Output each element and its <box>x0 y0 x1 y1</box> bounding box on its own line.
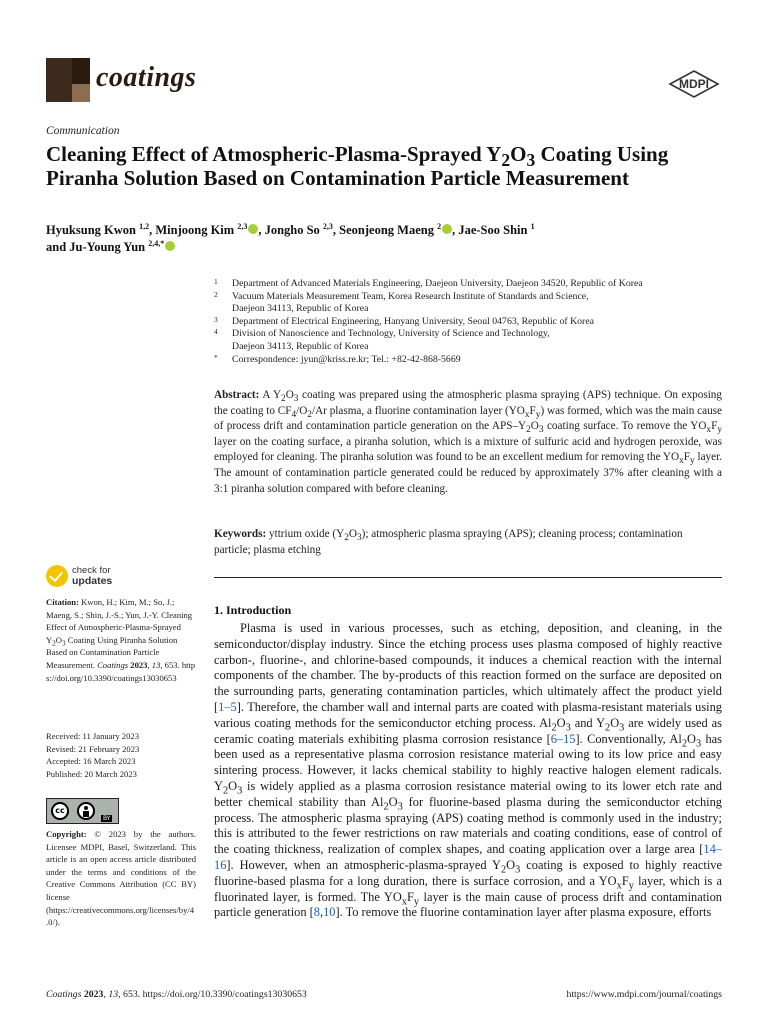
received-date: Received: 11 January 2023 <box>46 731 139 741</box>
journal-url-link[interactable]: https://www.mdpi.com/journal/coatings <box>566 989 722 1000</box>
reference-link[interactable]: 6–15 <box>550 731 576 746</box>
check-updates-line2: updates <box>72 575 113 587</box>
keywords: Keywords: yttrium oxide $(Y_2O_3)$; atmospheric plasma spraying (APS); cleaning process; contamination particle; plasma etching <box>214 528 683 556</box>
journal-name: coatings <box>96 62 197 93</box>
orcid-icon[interactable] <box>442 224 452 234</box>
journal-logo-icon <box>46 58 90 102</box>
author-name[interactable]: Jae-Soo Shin $^1$ <box>458 221 535 237</box>
copyright: Copyright: © 2023 by the authors. Licensee MDPI, Basel, Switzerland. This article is an open access article distributed under the terms and conditions of the Creative Commons Attribution (CC BY) license (https://creativecommons.org/licenses/by/4.0/). <box>46 829 196 928</box>
author-name[interactable]: Jongho So $^{2,3}$ <box>264 221 333 237</box>
author-list: Hyuksung Kwon $^{1,2}$, Minjoong Kim $^{2,3}$ , Jongho So $^{2,3}$, Seonjeong Maeng $^2$ , Jae-Soo Shin $^1$ and Ju-Young Yun $^{2,4,*}$ <box>46 221 535 254</box>
author-name[interactable]: Ju-Young Yun $^{2,4,*}$ <box>69 238 165 254</box>
affiliation-row: 3 Department of Electrical Engineering, Hanyang University, Seoul 04763, Republic of Korea <box>214 314 595 327</box>
article-title: Cleaning Effect of Atmospheric-Plasma-Sprayed $Y_2O_3$ Coating Using Piranha Solution Based on Contamination Particle Measurement <box>46 142 669 190</box>
affiliation-row: 1 Department of Advanced Materials Engineering, Daejeon University, Daejeon 34520, Republic of Korea <box>214 277 643 289</box>
by-label: BY <box>103 815 111 822</box>
by-icon <box>77 802 95 820</box>
introduction-text: Plasma is used in various processes, such as etching, deposition, and cleaning, in the semiconductor/display industry. Since the etching process uses plasma composed of highly reactive carbon-, fluorine-, and chlorine-based compounds, it induces a chemical reaction with the internal components of the chamber. The by-products of this reaction formed on the surface are deposited on the surrounding parts, generating contamination particles, which ultimately affect the product yield [1–5]. Therefore, the chamber wall and internal parts are coated with plasma-resistant materials using various coating methods for the semiconductor etching process. $Al_2O_3$ and $Y_2O_3$ are widely used as ceramic coating materials exhibiting plasma corrosion resistance [6–15]. Conventionally, $Al_2O_3$ has been used as a representative plasma corrosion resistance material owing to its low price and easy sintering process. However, it lacks chemical stability to highly reactive halogen element radicals. $Y_2O_3$ is widely applied as a plasma corrosion resistance material owing to its lower etch rate and better chemical stability than $Al_2O_3$ for fluorine-based plasma during the semiconductor etching process. The atmospheric plasma spraying (APS) coating method is commonly used in the industry; this is attributed to the fewer restrictions on raw materials and coating conditions, ease of control of the coating thickness, realization of complex shapes, and coating application over a large area [14–16]. However, when an atmospheric-plasma-sprayed $Y_2O_3$ coating is exposed to highly reactive fluorine-based plasma for a long duration, there is surface corrosion, and a $YO_xF_y$ layer, which is a fluorinated layer, is formed. The $YO_xF_y$ layer is the main cause of process drift and contamination particle generation [8,10]. To remove the fluorine contamination layer after plasma exposure, efforts <box>214 621 723 920</box>
accepted-date: Accepted: 16 March 2023 <box>46 756 136 767</box>
check-updates-line1: check for <box>72 565 111 576</box>
author-name[interactable]: Minjoong Kim $^{2,3}$ <box>155 221 248 237</box>
reference-link[interactable]: 1–5 <box>218 699 237 714</box>
check-for-updates-button[interactable] <box>46 565 126 589</box>
revised-date: Revised: 21 February 2023 <box>46 743 140 754</box>
orcid-icon[interactable] <box>165 241 175 251</box>
citation: Citation: Kwon, H.; Kim, M.; So, J.; Maeng, S.; Shin, J.-S.; Yun, J.-Y. Cleaning Effect of Atmospheric-Plasma-Sprayed $Y_2O_3$ Coating Using Piranha Solution Based on Contamination Particle Measurement. Coatings 2023, 13, 653. https://doi.org/10.3390/coatings13030653 <box>46 597 196 683</box>
affiliation-row: Daejeon 34113, Republic of Korea <box>232 303 369 315</box>
reference-link[interactable]: 14–16 <box>214 842 722 872</box>
footer-citation: Coatings 2023, 13, 653. https://doi.org/10.3390/coatings13030653 <box>46 989 307 1000</box>
author-name[interactable]: Hyuksung Kwon $^{1,2}$ <box>46 221 150 237</box>
cc-icon: cc <box>51 802 69 820</box>
reference-link[interactable]: 10 <box>323 905 336 920</box>
article-type: Communication <box>46 125 120 137</box>
reference-link[interactable]: 8 <box>313 905 320 920</box>
cc-by-license-icon[interactable] <box>46 798 119 824</box>
doi-link[interactable]: https://doi.org/10.3390/coatings13030653 <box>46 659 196 683</box>
publication-dates <box>46 730 196 780</box>
section-title: 1. Introduction <box>214 603 292 617</box>
correspondence-row: * Correspondence: jyun@kriss.re.kr; Tel.: +82-42-868-5669 <box>214 352 461 365</box>
mdpi-logo-text: MDPI <box>679 77 709 91</box>
abstract: Abstract: A $Y_2O_3$ coating was prepared using the atmospheric plasma spraying (APS) technique. On exposing the coating to $CF_4/O_2/Ar$ plasma, a fluorine contamination layer $(YO_xF_y)$ was formed, which was the main cause of process drift and contamination particle generation on the APS–$Y_2O_3$ coating surface. To remove the $YO_xF_y$ layer on the coating surface, a piranha solution, which is a mixture of sulfuric acid and hydrogen peroxide, was employed for cleaning. The piranha solution was found to be an excellent medium for removing the $YO_xF_y$ layer. The amount of contamination particle generated could be reduced by approximately 37% after cleaning with a 3:1 piranha solution compared with before cleaning. <box>214 389 723 495</box>
section-divider <box>214 577 722 578</box>
affiliation-row: 2 Vacuum Materials Measurement Team, Korea Research Institute of Standards and Science, <box>214 289 589 302</box>
affiliations <box>214 278 734 366</box>
affiliation-row: Daejeon 34113, Republic of Korea <box>232 340 369 352</box>
mdpi-logo-icon <box>668 70 720 100</box>
published-date: Published: 20 March 2023 <box>46 768 137 779</box>
author-name[interactable]: Seonjeong Maeng $^2$ <box>339 221 442 237</box>
affiliation-row: 4 Division of Nanoscience and Technology, University of Science and Technology, <box>214 327 550 340</box>
check-icon <box>46 565 68 587</box>
orcid-icon[interactable] <box>248 224 258 234</box>
